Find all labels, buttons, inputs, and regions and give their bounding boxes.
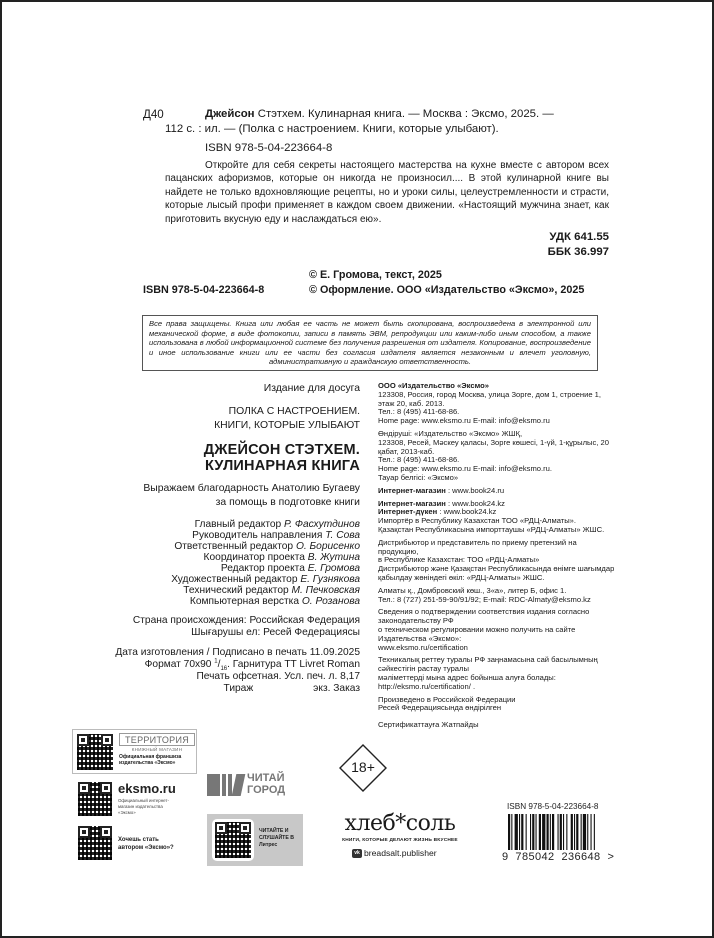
format-prefix: Формат 70x90 <box>144 659 215 670</box>
eksmo-site-logo[interactable]: eksmo.ru <box>118 781 176 796</box>
made-in <box>378 696 618 714</box>
catalog-record <box>143 107 609 260</box>
bbk-index: ББК 36.997 <box>547 246 609 259</box>
annotation-text: Откройте для себя секреты настоящего мастерства на кухне вместе с автором всех пацанских афоризмов, которые он никогда не произносил.... В этой кулинарной книге вы найдете не только вдохновляющие рецепты, но и уроки силы, целеустремленности и страсти, которые лысый профи применяет в каждом своем движении. «Настоящий мужчина знает, как приготовить вкусную еду и наслаждаться ею». <box>165 160 609 225</box>
isbn-barcode <box>500 802 632 864</box>
title-line: КУЛИНАРНАЯ КНИГА <box>204 458 360 474</box>
importer-kz: Қазақстан Республикасына импорттаушы «РДЦ-Алматы» ЖШС. <box>378 524 605 534</box>
series-line: КНИГИ, КОТОРЫЕ УЛЫБАЮТ <box>214 420 360 431</box>
publisher-info <box>378 382 618 730</box>
made-in-kz: Ресей Федерациясында өндірілген <box>378 703 502 713</box>
barcode-bar <box>563 814 564 850</box>
credit-line <box>70 519 360 530</box>
copyright-notice <box>309 268 609 298</box>
shop-url[interactable]: : www.book24.kz <box>445 498 505 508</box>
book-title <box>70 442 360 474</box>
credit-name: М. Печковская <box>291 585 360 596</box>
shop-label: Интернет-магазин <box>378 498 446 508</box>
kz-web: Home page: www.eksmo.ru E-mail: info@eksmo.ru. <box>378 464 552 474</box>
kz-trademark: Тауар белгісі: «Эксмо» <box>378 472 459 482</box>
distributor-kz: қабылдау жөніндегі өкіл: «РДЦ-Алматы» ЖШС. <box>378 572 545 582</box>
breadsalt-logo: хлеб*соль <box>344 811 456 836</box>
age-rating-text: 18+ <box>351 759 375 775</box>
credit-line <box>70 530 360 541</box>
almaty-contact: Тел.: 8 (727) 251-59-90/91/92; E-mail: RDC-Almaty@eksmo.kz <box>378 594 591 604</box>
barcode-bar <box>519 814 520 850</box>
barcode-bar <box>539 814 541 850</box>
cert-text: о техническом регулировании можно получить на сайте Издательства «Эксмо»: <box>378 624 576 643</box>
litres-qr-code-icon <box>215 822 251 858</box>
barcode-bar <box>532 814 534 850</box>
barcode-bar <box>521 814 523 850</box>
country-of-origin <box>70 615 360 639</box>
no-certification: Сертификаттауға Жатпайды <box>378 720 479 730</box>
territory-subtitle: КНИЖНЫЙ МАГАЗИН <box>131 747 183 752</box>
isbn-catalog: ISBN 978-5-04-223664-8 <box>205 142 333 154</box>
isbn-copyright: ISBN 978-5-04-223664-8 <box>143 284 265 296</box>
credit-name: Е. Громова <box>307 563 360 574</box>
eksmo-qr-code-icon[interactable] <box>78 782 112 816</box>
acknowledgement-line: Выражаем благодарность Анатолию Бугаеву <box>143 483 360 494</box>
acknowledgement <box>70 482 360 510</box>
cert-url[interactable]: www.eksmo.ru/certification <box>378 642 468 652</box>
credit-name: Т. Сова <box>325 530 360 541</box>
bibliographic-record <box>165 107 609 137</box>
shop-label: Интернет-магазин <box>378 485 446 495</box>
barcode-bars-icon <box>508 814 624 850</box>
credit-name: О. Борисенко <box>295 541 360 552</box>
circulation-label: Тираж <box>223 683 254 694</box>
barcode-bar <box>508 814 510 850</box>
barcode-bar <box>571 814 573 850</box>
biblio-description-line2: 112 с. : ил. — (Полка с настроением. Книги, которые улыбают). <box>165 123 499 135</box>
credit-line <box>70 552 360 563</box>
barcode-bar <box>511 814 512 850</box>
credit-line <box>70 574 360 585</box>
barcode-bar <box>558 814 559 850</box>
chitai-line: ГОРОД <box>247 784 286 796</box>
book-imprint-page <box>2 2 712 936</box>
shop-url[interactable]: : www.book24.kz <box>437 507 497 517</box>
chitai-line: ЧИТАЙ <box>247 772 285 784</box>
certification-kz <box>378 656 618 691</box>
chitai-gorod-text <box>247 772 285 796</box>
kz-address: 123308, Ресей, Мәскеу қаласы, Зорге көшесі, 1-үй, 1-құрылыс, 20 қабат, 2013-каб. <box>378 437 609 456</box>
barcode-bar <box>594 814 595 850</box>
rights-reserved-box: Все права защищены. Книга или любая ее часть не может быть скопирована, воспроизведена в электронной или механической форме, в виде фотокопии, записи в память ЭВМ, репродукции или каким-либо иным способом, а также использована в любой информационной системе без получения разрешения от издателя. Копирование, воспроизведение и иное использование книги или ее части без согласия издателя является незаконным и влечет уголовную, административную и гражданскую ответственность. <box>142 315 598 371</box>
origin-ru: Страна происхождения: Российская Федерация <box>132 615 360 626</box>
format-numerator: 1 <box>214 658 218 665</box>
credit-name: Р. Фасхутдинов <box>284 519 360 530</box>
brand-tagline: КНИГИ, КОТОРЫЕ ДЕЛАЮТ ЖИЗНЬ ВКУСНЕЕ <box>342 838 458 843</box>
territory-title: ТЕРРИТОРИЯ <box>119 733 195 746</box>
order-label: экз. Заказ <box>313 683 360 694</box>
almaty-block <box>378 587 618 605</box>
credit-role: Руководитель направления <box>192 530 326 541</box>
annotation <box>165 159 609 226</box>
credit-role: Компьютерная верстка <box>189 596 302 607</box>
credit-line <box>70 541 360 552</box>
origin-kz: Шығарушы ел: Ресей Федерациясы <box>191 627 360 638</box>
eksmo-description: Официальный интернет-магазин издательства «Эксмо» <box>118 798 169 815</box>
territory-bookstore-logo <box>72 729 197 774</box>
copyright-text: © Е. Громова, текст, 2025 <box>309 269 442 281</box>
credit-role: Редактор проекта <box>220 563 308 574</box>
litres-qr-frame <box>212 819 254 861</box>
shop-ru <box>378 487 618 496</box>
publisher-phone: Тел.: 8 (495) 411-68-86. <box>378 407 460 417</box>
author-question: Хочешь стать автором «Эксмо»? <box>118 837 174 851</box>
barcode-bar <box>542 814 545 850</box>
qr-code-icon[interactable] <box>77 734 113 770</box>
format-line: Формат 70x90 $^1/_{16}$. Гарнитура TT Livret Roman <box>144 658 360 673</box>
credit-line <box>70 563 360 574</box>
credit-line <box>70 596 360 607</box>
barcode-isbn: ISBN 978-5-04-223664-8 <box>507 802 599 811</box>
kz-phone: Тел.: 8 (495) 411-68-86. <box>378 455 460 465</box>
publisher-address: 123308, Россия, город Москва, улица Зорге, дом 1, строение 1, этаж 20, каб. 2013. <box>378 389 602 408</box>
udk-index: УДК 641.55 <box>549 231 609 244</box>
vk-handle: breadsalt.publisher <box>364 848 437 858</box>
barcode-bar <box>530 814 531 850</box>
credit-role: Координатор проекта <box>203 552 308 563</box>
format-denominator: 16 <box>220 666 228 673</box>
barcode-bar <box>581 814 582 850</box>
litres-qr-banner[interactable] <box>207 814 303 866</box>
left-column <box>70 382 360 695</box>
made-in-ru: Произведено в Российской Федерации <box>378 694 516 704</box>
biblio-description: Стэтхем. Кулинарная книга. — Москва : Эксмо, 2025. — <box>254 108 554 120</box>
classification-indices <box>143 230 609 260</box>
classification-code: Д40 <box>143 108 164 121</box>
barcode-bar <box>515 814 518 850</box>
distributor-kz: Дистрибьютор және Қазақстан Республикасында өнімге шағымдар <box>378 564 615 574</box>
vk-link[interactable] <box>352 848 437 859</box>
credit-role: Технический редактор <box>183 585 292 596</box>
importer-ru: Импортёр в Республику Казахстан ТОО «РДЦ-Алматы». <box>378 516 577 526</box>
format-suffix: . Гарнитура TT Livret Roman <box>227 659 360 670</box>
circulation-line <box>70 683 360 695</box>
barcode-bar <box>552 814 554 850</box>
catalog-row <box>143 107 609 137</box>
barcode-bar <box>576 814 578 850</box>
title-line: ДЖЕЙСОН СТЭТХЕМ. <box>203 442 360 458</box>
shop-label: Интернет-дүкен <box>378 507 438 517</box>
publisher-block-kz <box>378 430 618 483</box>
credit-name: О. Розанова <box>301 596 360 607</box>
chitai-gorod-logo <box>207 772 305 798</box>
barcode-bar <box>536 814 537 850</box>
series-line: ПОЛКА С НАСТРОЕНИЕМ. <box>228 406 360 417</box>
credit-name: В. Жутина <box>307 552 360 563</box>
author-qr-code-icon[interactable] <box>78 826 112 860</box>
credit-role: Художественный редактор <box>171 574 301 585</box>
distributor-ru: Дистрибьютор и представитель по приему претензий на продукцию, <box>378 537 577 556</box>
distributor-ru: в Республике Казахстан: ТОО «РДЦ-Алматы» <box>378 555 540 565</box>
barcode-bar <box>526 814 527 850</box>
series-name <box>70 405 360 433</box>
vk-icon: vk <box>352 849 362 858</box>
print-type: Печать офсетная. Усл. печ. л. 8,17 <box>196 671 360 682</box>
credit-line <box>70 585 360 596</box>
barcode-bar <box>583 814 586 850</box>
copyright-design: © Оформление. ООО «Издательство «Эксмо», 2025 <box>309 284 585 296</box>
certification-ru <box>378 608 618 652</box>
barcode-bar <box>560 814 562 850</box>
acknowledgement-line: за помощь в подготовке книги <box>215 497 360 508</box>
barcode-bar <box>550 814 551 850</box>
cert-text: Техникалық реттеу туралы РФ заңнамасына сай басылымның сәйкестігін растау туралы <box>378 655 598 674</box>
litres-text: ЧИТАЙТЕ И СЛУШАЙТЕ В Литрес <box>259 828 294 848</box>
territory-text <box>119 733 195 766</box>
credit-role: Ответственный редактор <box>174 541 296 552</box>
cert-text: Сведения о подтверждении соответствия издания согласно законодательству РФ <box>378 607 590 626</box>
distributor-block <box>378 539 618 583</box>
credit-name: Е. Гузнякова <box>300 574 360 585</box>
credits-list <box>70 519 360 607</box>
shop-url[interactable]: : www.book24.ru <box>445 485 505 495</box>
kz-producer: Өндіруші: «Издательство «Эксмо» ЖШҚ, <box>378 428 523 438</box>
print-specs <box>70 647 360 695</box>
edition-type: Издание для досуга <box>263 383 360 394</box>
almaty-address: Алматы қ., Домбровский көш., 3«а», литер Б, офис 1. <box>378 585 567 595</box>
shop-kz-block <box>378 500 618 535</box>
publisher-block-ru <box>378 382 618 426</box>
barcode-bar <box>566 814 567 850</box>
biblio-line1 <box>165 107 609 122</box>
author-name: Джейсон <box>205 108 255 120</box>
barcode-bar <box>587 814 588 850</box>
publisher-web: Home page: www.eksmo.ru E-mail: info@eksmo.ru <box>378 416 550 426</box>
age-rating-badge <box>339 744 387 792</box>
credit-role: Главный редактор <box>194 519 285 530</box>
print-date: Дата изготовления / Подписано в печать 11.09.2025 <box>115 647 360 658</box>
territory-franchise: Официальная франшиза издательства «Эксмо» <box>119 754 182 766</box>
barcode-digits: 9 785042 236648 > <box>502 851 615 863</box>
publisher-name: ООО «Издательство «Эксмо» <box>378 381 489 390</box>
cert-text: мәліметтерді мына адрес бойынша алуға болады: http://eksmo.ru/certification/ . <box>378 672 556 691</box>
copyright-row <box>143 268 609 298</box>
barcode-bar <box>591 814 592 850</box>
barcode-bar <box>574 814 575 850</box>
barcode-bar <box>547 814 549 850</box>
